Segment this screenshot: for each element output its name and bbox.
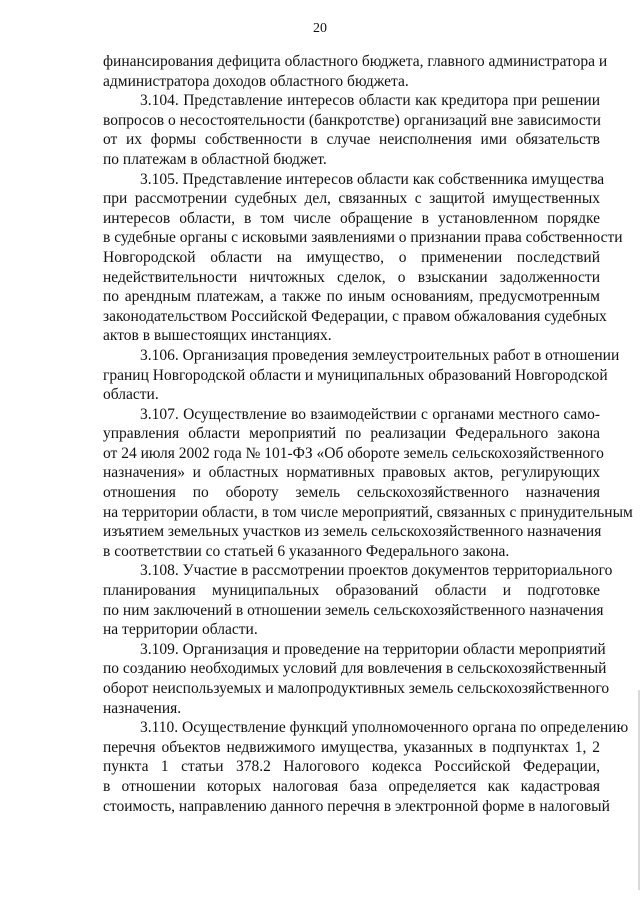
text-line: в судебные органы с исковыми заявлениями о признании права собственности — [103, 229, 623, 247]
text-line: назначения» и областных нормативных правовых актов, регулирующих — [103, 464, 600, 482]
text-line: законодательством Российской Федерации, с правом обжалования судебных — [103, 307, 607, 325]
text-line: 3.108. Участие в рассмотрении проектов документов территориального — [140, 562, 613, 580]
text-line: перечня объектов недвижимого имущества, указанных в подпунктах 1, 2 — [103, 738, 600, 756]
document-body — [103, 52, 633, 816]
paragraph-3-104 — [103, 91, 600, 169]
paragraph-3-110 — [103, 718, 629, 816]
text-line: актов в вышестоящих инстанциях. — [103, 327, 332, 345]
text-line: финансирования дефицита областного бюджета, главного администратора и — [103, 53, 608, 70]
text-line: 3.110. Осуществление функций уполномоченного органа по определению — [140, 719, 629, 737]
text-line: от 24 июля 2002 года № 101-ФЗ «Об обороте земель сельскохозяйственного — [103, 444, 604, 462]
paragraph-3-105 — [103, 170, 623, 346]
paragraph-3-109 — [103, 640, 610, 718]
text-line: недействительности ничтожных сделок, о взыскании задолженности — [103, 268, 600, 286]
text-line: 3.106. Организация проведения землеустроительных работ в отношении — [140, 346, 620, 364]
page-number: 20 — [313, 21, 327, 36]
text-line: в отношении которых налоговая база определяется как кадастровая — [103, 777, 600, 795]
paragraph-3-107 — [103, 405, 633, 562]
text-line: оборот неиспользуемых и малопродуктивных земель сельскохозяйственного — [103, 680, 610, 697]
text-line: области. — [103, 386, 159, 404]
text-line: изъятием земельных участков из земель сельскохозяйственного назначения — [103, 523, 602, 541]
paragraph-continuation — [103, 52, 608, 91]
text-line: при рассмотрении судебных дел, связанных с защитой имущественных — [103, 190, 600, 208]
text-line: 3.105. Представление интересов области как собственника имущества — [140, 170, 605, 188]
text-line: на территории области. — [103, 621, 258, 639]
text-line: администратора доходов областного бюджета. — [103, 72, 409, 90]
text-line: на территории области, в том числе мероприятий, связанных с принудительным — [103, 503, 633, 521]
text-line: 3.109. Организация и проведение на территории области мероприятий — [140, 640, 606, 658]
text-line: планирования муниципальных образований области и подготовке — [103, 582, 600, 600]
text-line: вопросов о несостоятельности (банкротстве) организаций вне зависимости — [103, 111, 601, 129]
text-line: 3.107. Осуществление во взаимодействии с органами местного само- — [140, 405, 600, 423]
text-line: от их формы собственности в случае неисполнения ими обязательств — [103, 131, 600, 149]
paragraph-3-108 — [103, 561, 613, 639]
text-line: 3.104. Представление интересов области как кредитора при решении — [140, 92, 600, 110]
text-line: по арендным платежам, а также по иным основаниям, предусмотренным — [103, 288, 600, 306]
text-line: границ Новгородской области и муниципальных образований Новгородской — [103, 366, 608, 384]
text-line: управления области мероприятий по реализации Федерального закона — [103, 425, 600, 443]
text-line: в соответствии со статьей 6 указанного Федерального закона. — [103, 542, 510, 560]
text-line: отношения по обороту земель сельскохозяйственного назначения — [103, 484, 600, 502]
text-line: по ним заключений в отношении земель сельскохозяйственного назначения — [103, 601, 604, 619]
text-line: по созданию необходимых условий для вовлечения в сельскохозяйственный — [103, 660, 607, 678]
paragraph-3-106 — [103, 346, 620, 405]
text-line: стоимость, направлению данного перечня в электронной форме в налоговый — [103, 797, 610, 815]
text-line: пункта 1 статьи 378.2 Налогового кодекса Российской Федерации, — [103, 758, 600, 776]
text-line: интересов области, в том числе обращение в установленном порядке — [103, 209, 600, 227]
text-line: по платежам в областной бюджет. — [103, 150, 327, 168]
text-line: назначения. — [103, 699, 182, 717]
text-line: Новгородской области на имущество, о применении последствий — [103, 248, 600, 266]
